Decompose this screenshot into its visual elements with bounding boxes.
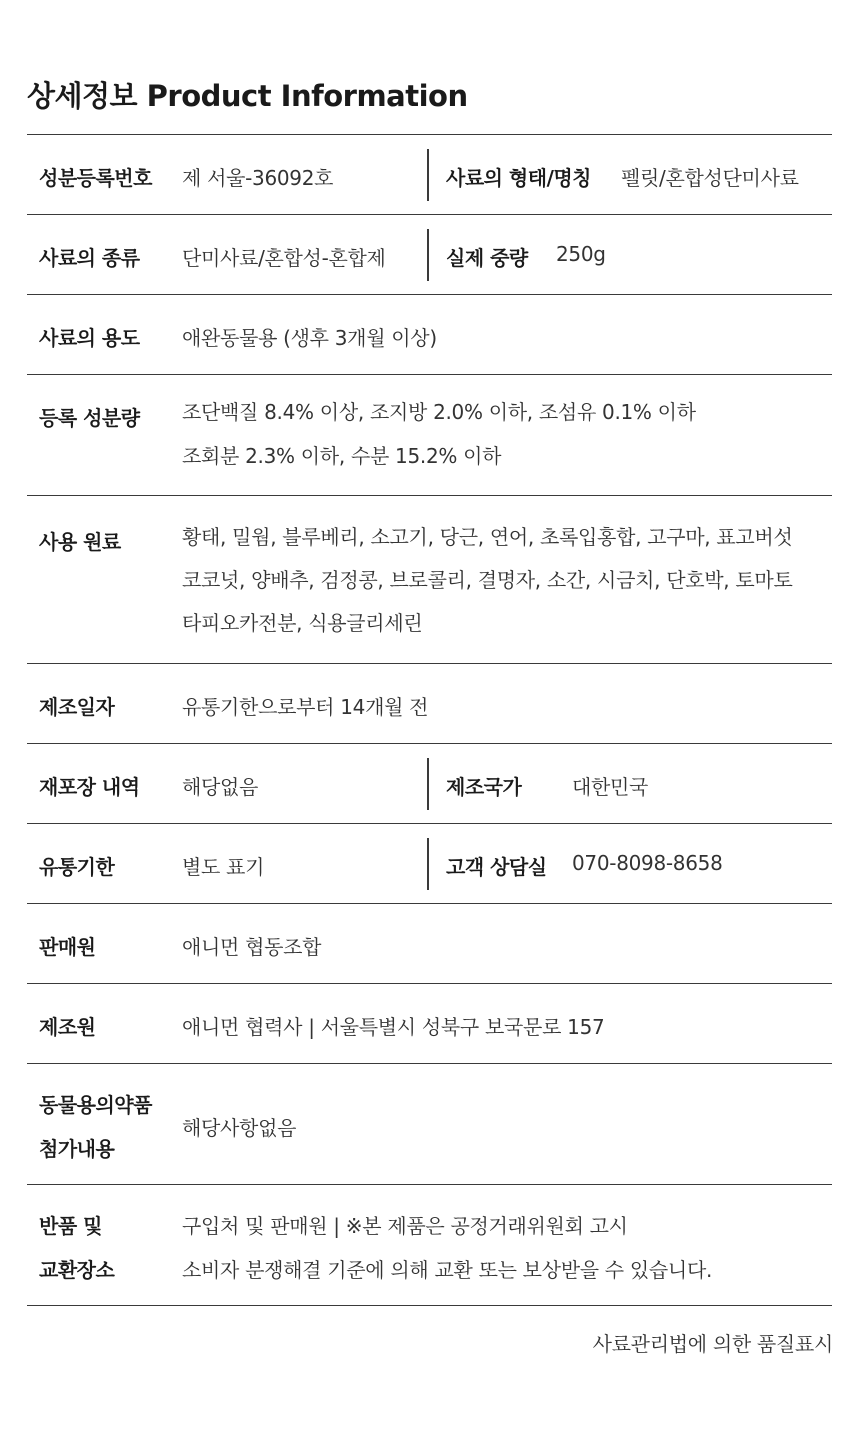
column-divider (427, 838, 429, 890)
row-label-support: 고객 상담실 (446, 855, 547, 879)
row-value-feed-form: 펠릿/혼합성단미사료 (621, 166, 799, 190)
column-divider (427, 229, 429, 281)
row-label-mfg-date: 제조일자 (39, 695, 115, 719)
table-row (27, 744, 832, 824)
row-label-ingredients: 사용 원료 (39, 530, 121, 554)
returns-label-line: 반품 및 (39, 1214, 102, 1238)
table-row (27, 904, 832, 984)
page-title: 상세정보 Product Information (27, 79, 468, 113)
row-value-weight: 250g (556, 242, 606, 266)
returns-line: 구입처 및 판매원 | ※본 제품은 공정거래위원회 고시 (182, 1214, 628, 1238)
row-value-seller: 애니먼 협동조합 (182, 935, 322, 959)
composition-line: 조단백질 8.4% 이상, 조지방 2.0% 이하, 조섬유 0.1% 이하 (182, 400, 696, 424)
composition-line: 조회분 2.3% 이하, 수분 15.2% 이하 (182, 444, 502, 468)
table-row (27, 135, 832, 215)
row-label-composition: 등록 성분량 (39, 406, 140, 430)
row-label-additives (39, 1083, 152, 1171)
info-table (27, 134, 832, 1306)
row-value-repack: 해당없음 (182, 775, 259, 799)
row-value-composition (182, 390, 696, 478)
row-label-expiry: 유통기한 (39, 855, 115, 879)
row-value-additives: 해당사항없음 (182, 1116, 297, 1140)
column-divider (427, 149, 429, 201)
column-divider (427, 758, 429, 810)
table-row (27, 215, 832, 295)
row-label-feed-type: 사료의 종류 (39, 246, 140, 270)
table-row (27, 984, 832, 1064)
row-value-mfg-date: 유통기한으로부터 14개월 전 (182, 695, 429, 719)
row-label-reg-no: 성분등록번호 (39, 166, 152, 190)
additives-label-line: 첨가내용 (39, 1137, 115, 1161)
row-value-expiry: 별도 표기 (182, 855, 265, 879)
table-row (27, 664, 832, 744)
row-label-usage: 사료의 용도 (39, 326, 140, 350)
table-row (27, 824, 832, 904)
row-label-returns (39, 1204, 114, 1292)
row-label-feed-form: 사료의 형태/명칭 (446, 166, 592, 190)
quality-label-note: 사료관리법에 의한 품질표시 (592, 1332, 833, 1356)
row-label-maker: 제조원 (39, 1015, 96, 1039)
support-phone[interactable]: 070-8098-8658 (572, 851, 723, 875)
ingredients-line: 코코넛, 양배추, 검정콩, 브로콜리, 결명자, 소간, 시금치, 단호박, 토마토 (182, 568, 793, 592)
row-value-ingredients (182, 516, 792, 645)
table-row (27, 1185, 832, 1306)
table-row (27, 496, 832, 664)
additives-label-line: 동물용의약품 (39, 1093, 152, 1117)
ingredients-line: 황태, 밀웜, 블루베리, 소고기, 당근, 연어, 초록입홍합, 고구마, 표고버섯 (182, 525, 793, 549)
row-value-country: 대한민국 (572, 775, 649, 799)
returns-label-line: 교환장소 (39, 1258, 115, 1282)
row-value-feed-type: 단미사료/혼합성-혼합제 (182, 246, 386, 270)
table-row (27, 295, 832, 375)
table-row (27, 1064, 832, 1185)
row-value-usage: 애완동물용 (생후 3개월 이상) (182, 326, 437, 350)
row-value-maker: 애니먼 협력사 | 서울특별시 성북구 보국문로 157 (182, 1015, 605, 1039)
row-value-reg-no: 제 서울-36092호 (182, 166, 334, 190)
row-value-returns (182, 1204, 712, 1292)
ingredients-line: 타피오카전분, 식용글리세린 (182, 611, 423, 635)
row-label-country: 제조국가 (446, 775, 522, 799)
row-label-weight: 실제 중량 (446, 246, 528, 270)
table-row (27, 375, 832, 496)
row-label-seller: 판매원 (39, 935, 96, 959)
row-label-repack: 재포장 내역 (39, 775, 140, 799)
returns-line: 소비자 분쟁해결 기준에 의해 교환 또는 보상받을 수 있습니다. (182, 1258, 713, 1282)
